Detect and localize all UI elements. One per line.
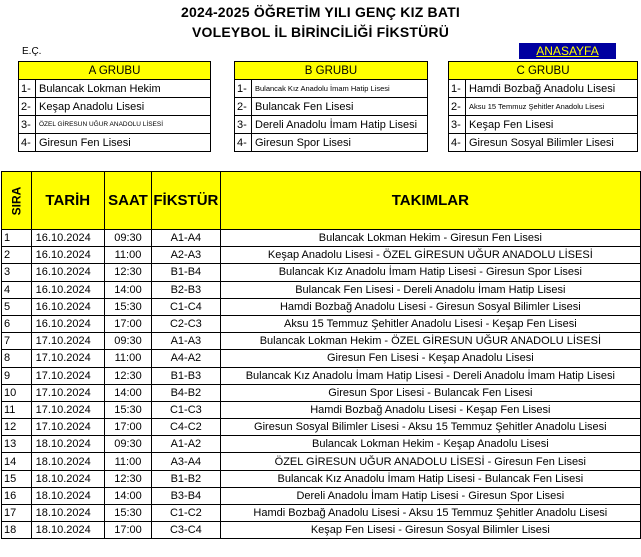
team-name: Giresun Sosyal Bilimler Lisesi: [466, 134, 638, 152]
table-row: [2, 470, 641, 487]
row-time: 17:00: [104, 315, 151, 332]
group-a-title: A GRUBU: [19, 62, 211, 80]
row-time: 15:30: [104, 298, 151, 315]
team-name: Bulancak Kız Anadolu İmam Hatip Lisesi: [252, 80, 428, 98]
header-sira: SIRA: [2, 172, 32, 230]
table-row: [2, 230, 641, 247]
row-fixture-code: C4-C2: [152, 419, 221, 436]
row-time: 11:00: [104, 350, 151, 367]
team-name: Hamdi Bozbağ Anadolu Lisesi: [466, 80, 638, 98]
team-name: Aksu 15 Temmuz Şehitler Anadolu Lisesi: [466, 98, 638, 116]
row-time: 09:30: [104, 230, 151, 247]
team-name: Dereli Anadolu İmam Hatip Lisesi: [252, 116, 428, 134]
row-match: Hamdi Bozbağ Anadolu Lisesi - Giresun Sosyal Bilimler Lisesi: [220, 298, 640, 315]
row-number: 7: [2, 333, 32, 350]
row-match: Bulancak Lokman Hekim - Giresun Fen Lisesi: [220, 230, 640, 247]
row-fixture-code: C1-C4: [152, 298, 221, 315]
row-time: 12:30: [104, 264, 151, 281]
row-number: 9: [2, 367, 32, 384]
header-fikstur: FİKSTÜR: [152, 172, 221, 230]
row-match: Dereli Anadolu İmam Hatip Lisesi - Giresun Spor Lisesi: [220, 487, 640, 504]
row-fixture-code: B1-B4: [152, 264, 221, 281]
row-date: 16.10.2024: [31, 230, 104, 247]
row-date: 17.10.2024: [31, 401, 104, 418]
row-date: 17.10.2024: [31, 333, 104, 350]
row-date: 16.10.2024: [31, 298, 104, 315]
row-match: Bulancak Lokman Hekim - Keşap Anadolu Lisesi: [220, 436, 640, 453]
row-number: 2: [2, 247, 32, 264]
row-date: 16.10.2024: [31, 315, 104, 332]
team-number: 3-: [449, 116, 466, 134]
row-fixture-code: B1-B3: [152, 367, 221, 384]
team-name: Bulancak Lokman Hekim: [36, 80, 211, 98]
group-table-a: [18, 61, 211, 152]
table-row: [2, 264, 641, 281]
row-number: 8: [2, 350, 32, 367]
row-match: Bulancak Kız Anadolu İmam Hatip Lisesi - Bulancak Fen Lisesi: [220, 470, 640, 487]
table-row: [2, 436, 641, 453]
team-name: Giresun Spor Lisesi: [252, 134, 428, 152]
fixture-body: [2, 230, 641, 539]
fixture-table: [1, 171, 641, 539]
row-time: 17:00: [104, 419, 151, 436]
row-fixture-code: C3-C4: [152, 522, 221, 539]
row-date: 17.10.2024: [31, 384, 104, 401]
table-row: [2, 247, 641, 264]
row-match: Bulancak Fen Lisesi - Dereli Anadolu İmam Hatip Lisesi: [220, 281, 640, 298]
row-date: 16.10.2024: [31, 247, 104, 264]
row-date: 16.10.2024: [31, 264, 104, 281]
header-saat: SAAT: [104, 172, 151, 230]
row-date: 18.10.2024: [31, 505, 104, 522]
team-name: ÖZEL GİRESUN UĞUR ANADOLU LİSESİ: [36, 116, 211, 134]
table-row: [2, 298, 641, 315]
row-fixture-code: B4-B2: [152, 384, 221, 401]
team-number: 2-: [235, 98, 252, 116]
table-row: [2, 453, 641, 470]
header-tarih: TARİH: [31, 172, 104, 230]
table-row: [2, 487, 641, 504]
team-number: 4-: [449, 134, 466, 152]
row-match: Giresun Fen Lisesi - Keşap Anadolu Lisesi: [220, 350, 640, 367]
row-time: 09:30: [104, 436, 151, 453]
team-number: 1-: [19, 80, 36, 98]
row-date: 17.10.2024: [31, 419, 104, 436]
row-fixture-code: A3-A4: [152, 453, 221, 470]
team-number: 1-: [235, 80, 252, 98]
row-match: Giresun Sosyal Bilimler Lisesi - Aksu 15 Temmuz Şehitler Anadolu Lisesi: [220, 419, 640, 436]
row-time: 14:00: [104, 384, 151, 401]
row-match: Giresun Spor Lisesi - Bulancak Fen Lisesi: [220, 384, 640, 401]
team-number: 3-: [235, 116, 252, 134]
team-number: 2-: [449, 98, 466, 116]
row-match: Hamdi Bozbağ Anadolu Lisesi - Aksu 15 Temmuz Şehitler Anadolu Lisesi: [220, 505, 640, 522]
row-time: 17:00: [104, 522, 151, 539]
group-c-title: C GRUBU: [449, 62, 638, 80]
table-row: [2, 419, 641, 436]
group-table-c: [448, 61, 638, 152]
team-name: Bulancak Fen Lisesi: [252, 98, 428, 116]
home-link[interactable]: ANASAYFA: [519, 43, 616, 59]
row-match: ÖZEL GİRESUN UĞUR ANADOLU LİSESİ - Giresun Fen Lisesi: [220, 453, 640, 470]
row-number: 1: [2, 230, 32, 247]
team-number: 2-: [19, 98, 36, 116]
row-time: 14:00: [104, 281, 151, 298]
table-row: [2, 367, 641, 384]
row-match: Keşap Fen Lisesi - Giresun Sosyal Bilimler Lisesi: [220, 522, 640, 539]
table-row: [2, 281, 641, 298]
title-line-1: 2024-2025 ÖĞRETİM YILI GENÇ KIZ BATI: [181, 4, 460, 20]
row-fixture-code: B1-B2: [152, 470, 221, 487]
row-match: Hamdi Bozbağ Anadolu Lisesi - Keşap Fen Lisesi: [220, 401, 640, 418]
row-date: 18.10.2024: [31, 522, 104, 539]
row-match: Bulancak Kız Anadolu İmam Hatip Lisesi - Giresun Spor Lisesi: [220, 264, 640, 281]
row-time: 15:30: [104, 505, 151, 522]
row-time: 11:00: [104, 453, 151, 470]
row-fixture-code: A2-A3: [152, 247, 221, 264]
row-time: 12:30: [104, 470, 151, 487]
row-match: Keşap Anadolu Lisesi - ÖZEL GİRESUN UĞUR ANADOLU LİSESİ: [220, 247, 640, 264]
title-line-2: VOLEYBOL İL BİRİNCİLİĞİ FİKSTÜRÜ: [191, 24, 450, 40]
row-number: 17: [2, 505, 32, 522]
row-number: 16: [2, 487, 32, 504]
row-time: 15:30: [104, 401, 151, 418]
table-row: [2, 384, 641, 401]
row-number: 3: [2, 264, 32, 281]
row-date: 18.10.2024: [31, 453, 104, 470]
table-row: [2, 401, 641, 418]
row-fixture-code: C1-C3: [152, 401, 221, 418]
row-number: 6: [2, 315, 32, 332]
row-match: Bulancak Lokman Hekim - ÖZEL GİRESUN UĞUR ANADOLU LİSESİ: [220, 333, 640, 350]
row-number: 10: [2, 384, 32, 401]
team-number: 4-: [19, 134, 36, 152]
table-row: [2, 333, 641, 350]
team-number: 3-: [19, 116, 36, 134]
row-fixture-code: A1-A3: [152, 333, 221, 350]
row-number: 5: [2, 298, 32, 315]
row-number: 14: [2, 453, 32, 470]
row-number: 18: [2, 522, 32, 539]
row-fixture-code: B3-B4: [152, 487, 221, 504]
table-row: [2, 350, 641, 367]
team-number: 1-: [449, 80, 466, 98]
row-date: 17.10.2024: [31, 350, 104, 367]
row-time: 12:30: [104, 367, 151, 384]
row-fixture-code: A1-A2: [152, 436, 221, 453]
group-b-title: B GRUBU: [235, 62, 428, 80]
row-fixture-code: A1-A4: [152, 230, 221, 247]
team-name: Keşap Fen Lisesi: [466, 116, 638, 134]
group-table-b: [234, 61, 428, 152]
row-match: Aksu 15 Temmuz Şehitler Anadolu Lisesi - Keşap Fen Lisesi: [220, 315, 640, 332]
table-row: [2, 522, 641, 539]
row-fixture-code: C1-C2: [152, 505, 221, 522]
table-row: [2, 315, 641, 332]
table-row: [2, 505, 641, 522]
row-match: Bulancak Kız Anadolu İmam Hatip Lisesi - Dereli Anadolu İmam Hatip Lisesi: [220, 367, 640, 384]
row-date: 18.10.2024: [31, 470, 104, 487]
header-takimlar: TAKIMLAR: [220, 172, 640, 230]
row-number: 15: [2, 470, 32, 487]
row-fixture-code: B2-B3: [152, 281, 221, 298]
row-number: 13: [2, 436, 32, 453]
row-number: 4: [2, 281, 32, 298]
row-date: 18.10.2024: [31, 487, 104, 504]
row-number: 12: [2, 419, 32, 436]
row-number: 11: [2, 401, 32, 418]
row-time: 09:30: [104, 333, 151, 350]
team-number: 4-: [235, 134, 252, 152]
team-name: Keşap Anadolu Lisesi: [36, 98, 211, 116]
row-time: 11:00: [104, 247, 151, 264]
row-fixture-code: A4-A2: [152, 350, 221, 367]
row-time: 14:00: [104, 487, 151, 504]
row-fixture-code: C2-C3: [152, 315, 221, 332]
row-date: 18.10.2024: [31, 436, 104, 453]
row-date: 16.10.2024: [31, 281, 104, 298]
team-name: Giresun Fen Lisesi: [36, 134, 211, 152]
row-date: 17.10.2024: [31, 367, 104, 384]
ec-label: E.Ç.: [22, 46, 42, 57]
